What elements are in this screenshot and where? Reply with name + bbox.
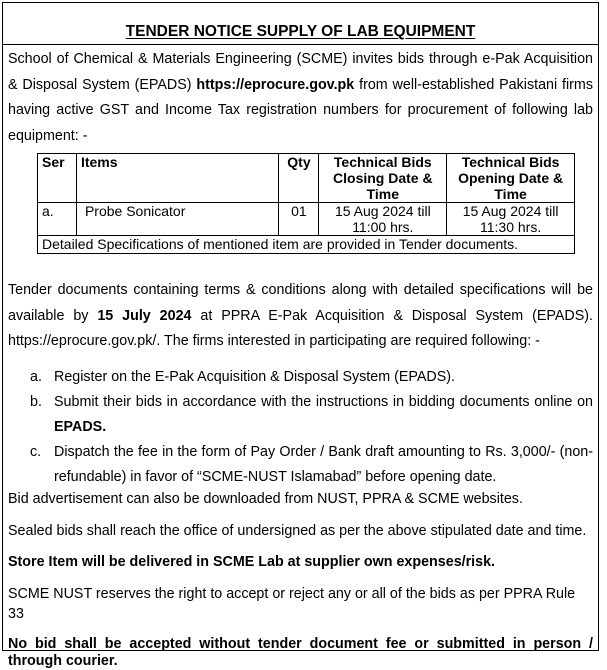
availability-text-2: at PPRA E-Pak Acquisition & Disposal System (EPADS). https://eprocure.gov.pk/. The firms interested in participating are required following: - — [8, 307, 593, 349]
download-line: Bid advertisement can also be downloaded from NUST, PPRA & SCME websites. — [8, 490, 523, 507]
list-marker: b. — [30, 393, 42, 410]
cell-opening: 15 Aug 2024 till 11:30 hrs. — [447, 203, 575, 236]
list-item — [8, 390, 593, 440]
intro-paragraph — [8, 47, 593, 149]
table-footer-row — [38, 236, 575, 254]
table-header-row — [38, 154, 575, 203]
cell-closing: 15 Aug 2024 till 11:00 hrs. — [319, 203, 447, 236]
header-items: Items — [76, 154, 278, 203]
availability-date: 15 July 2024 — [97, 307, 192, 324]
sealed-bids-line: Sealed bids shall reach the office of undersigned as per the above stipulated date and time. — [8, 522, 587, 539]
list-item-bold: EPADS. — [54, 418, 107, 435]
list-item — [8, 440, 593, 490]
header-closing: Technical Bids Closing Date & Time — [319, 154, 447, 203]
header-ser: Ser — [38, 154, 77, 203]
list-item-text: Submit their bids in accordance with the instructions in bidding documents online on — [54, 393, 593, 410]
store-item-line: Store Item will be delivered in SCME Lab at supplier own expenses/risk. — [8, 553, 496, 570]
final-notice-line: No bid shall be accepted without tender document fee or submitted in person / through courier. — [8, 635, 593, 669]
table-row — [38, 203, 575, 236]
list-marker: a. — [30, 368, 42, 385]
list-item-text: Register on the E-Pak Acquisition & Disposal System (EPADS). — [54, 368, 456, 385]
notice-title: TENDER NOTICE SUPPLY OF LAB EQUIPMENT — [125, 23, 476, 40]
cell-item: Probe Sonicator — [76, 203, 278, 236]
rights-line: SCME NUST reserves the right to accept or reject any or all of the bids as per PPRA Rule 33 — [8, 585, 576, 622]
notice-title-bar — [3, 3, 598, 45]
list-item — [8, 365, 593, 390]
header-opening: Technical Bids Opening Date & Time — [447, 154, 575, 203]
intro-text-before: School of Chemical & Materials Engineering (SCME) invites bids through e-Pak Acquisition & Disposal System (EPADS) — [8, 51, 593, 93]
tender-notice — [2, 2, 599, 669]
cell-ser: a. — [38, 203, 77, 236]
requirements-list — [8, 365, 593, 490]
notice-body — [8, 47, 593, 670]
availability-paragraph — [8, 278, 593, 355]
cell-qty: 01 — [279, 203, 319, 236]
list-marker: c. — [30, 443, 42, 460]
eprocure-link[interactable]: https://eprocure.gov.pk — [196, 76, 355, 93]
intro-text-after: from well-established Pakistani firms having active GST and Income Tax registration numbers for procurement of following lab equipment: - — [8, 76, 593, 144]
table-footer-note: Detailed Specifications of mentioned item are provided in Tender documents. — [38, 236, 575, 254]
availability-text-1: Tender documents containing terms & conditions along with detailed specifications will be available by — [8, 282, 593, 324]
header-qty: Qty — [279, 154, 319, 203]
equipment-table — [37, 153, 575, 254]
list-item-text: Dispatch the fee in the form of Pay Order / Bank draft amounting to Rs. 3,000/- (non-refundable) in favor of “SCME-NUST Islamabad” before opening date. — [54, 443, 593, 485]
